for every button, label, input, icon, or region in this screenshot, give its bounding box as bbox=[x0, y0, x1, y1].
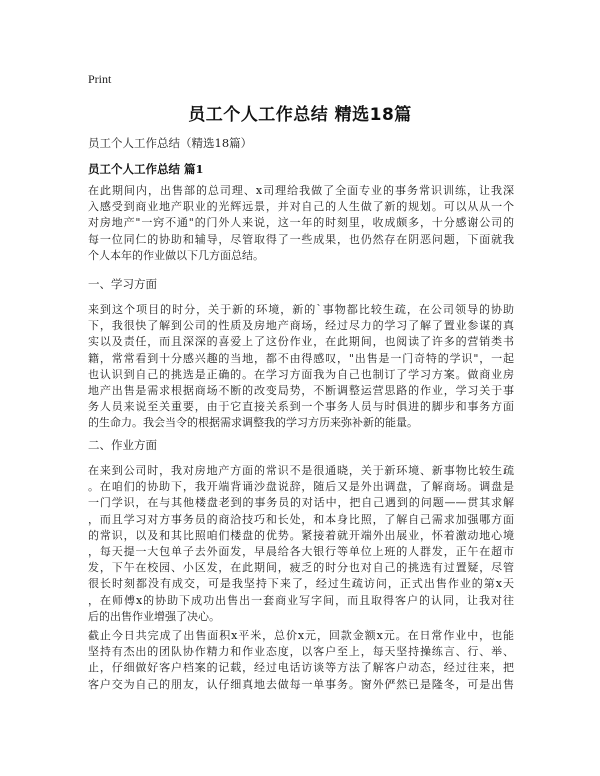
paragraph-line: 来到这个项目的时分，关于新的环境，新的`事物都比较生疏，在公司领导的协助 bbox=[88, 303, 514, 316]
heading-study: 一、学习方面 bbox=[88, 277, 157, 291]
paragraph-line: 很长时刻都没有成交，可是我坚持下来了，经过生疏访问，正式出售作业的第x天 bbox=[88, 577, 514, 591]
document-title: 员工个人工作总结 精选18篇 bbox=[188, 105, 412, 125]
paragraph-line: 在来到公司时，我对房地产方面的常识不是很通晓，关于新环境、新事物比较生疏 bbox=[88, 464, 514, 477]
paragraph-line: 实以及责任，而且深深的喜爱上了这份作业，在此期间，也阅读了许多的营销类书 bbox=[88, 335, 514, 349]
document-subtitle: 员工个人工作总结（精选18篇） bbox=[88, 136, 253, 150]
paragraph-intro bbox=[88, 183, 514, 264]
paragraph-line: 发，下午在校园、小区发，在此期间，疲乏的时分也对自己的挑选有过置疑，尽管 bbox=[88, 561, 514, 575]
paragraph-line: 。在咱们的协助下，我开端背诵沙盘说辞，随后又是外出调盘，了解商场。调盘是 bbox=[88, 480, 514, 494]
paragraph-line: 下，我很快了解到公司的性质及房地产商场，经过尽力的学习了解了置业参谋的真 bbox=[88, 319, 514, 333]
paragraph-line: 止，仔细做好客户档案的记载，经过电话访谈等方法了解客户动态，经过往来，把 bbox=[88, 661, 514, 675]
paragraph-line: 每一位同仁的协助和辅导，尽管取得了一些成果，也仍然存在阴恶问题，下面就我 bbox=[88, 232, 514, 246]
paragraph-line: 一门学识，在与其他楼盘老到的事务员的对话中，把自己遇到的问题——贯其求解 bbox=[88, 496, 514, 510]
paragraph-line: 截止今日共完成了出售面积x平米，总价x元，回款金额x元。在日常作业中，也能 bbox=[88, 629, 514, 642]
paragraph-study bbox=[88, 302, 514, 432]
paragraph-work bbox=[88, 463, 514, 625]
paragraph-line: ，在师傅x的协助下成功出售出一套商业写字间，而且取得客户的认同，让我对往 bbox=[88, 593, 514, 607]
paragraph-line: 地产出售是需求根据商场不断的改变局势，不断调整运营思路的作业，学习关于事 bbox=[88, 384, 514, 398]
paragraph-line: ，而且学习对方事务员的商洽技巧和长处，和本身比照，了解自己需求加强哪方面 bbox=[88, 512, 514, 526]
print-label[interactable]: Print bbox=[88, 72, 112, 86]
paragraph-line: 务人员来说至关重要，由于它直接关系到一个事务人员与时俱进的脚步和事务方面 bbox=[88, 400, 514, 414]
paragraph-results bbox=[88, 628, 514, 693]
paragraph-line: 对房地产"一窍不通"的门外人来说，这一年的时刻里，收成颇多，十分感谢公司的 bbox=[88, 216, 514, 230]
paragraph-line: 坚持有杰出的团队协作精力和作业态度，以客户至上，每天坚持操练言、行、举、 bbox=[88, 645, 514, 659]
paragraph-line: 后的出售作业增强了决心。 bbox=[88, 609, 220, 623]
paragraph-line: 也认识到自己的挑选是正确的。在学习方面我为自己也制订了学习方案。做商业房 bbox=[88, 367, 514, 381]
paragraph-line: ，每天提一大包单子去外面发，早晨给各大银行等单位上班的人群发，正午在超市 bbox=[88, 545, 514, 559]
paragraph-line: 在此期间内，出售部的总司理、x司理给我做了全面专业的事务常识训练，让我深 bbox=[88, 184, 514, 197]
paragraph-line: 的生命力。我会当令的根据需求调整我的学习方历来弥补新的能量。 bbox=[88, 416, 418, 430]
paragraph-line: 客户交为自己的朋友，认仔细真地去做每一单事务。窗外俨然已是隆冬，可是出售 bbox=[88, 677, 514, 691]
paragraph-line: 的常识，以及和其比照咱们楼盘的优势。紧接着就开端外出展业，怀着激动地心境 bbox=[88, 528, 514, 542]
paragraph-line: 入感受到商业地产职业的光辉远景，并对自己的人生做了新的规划。可以从从一个 bbox=[88, 200, 514, 214]
section-heading: 员工个人工作总结 篇1 bbox=[88, 162, 204, 176]
heading-work: 二、作业方面 bbox=[88, 438, 157, 452]
paragraph-line: 个人本年的作业做以下几方面总结。 bbox=[88, 248, 264, 262]
paragraph-line: 籍，常常看到十分感兴趣的当地，都不由得感叹，"出售是一门奇特的学识"，一起 bbox=[88, 351, 514, 365]
